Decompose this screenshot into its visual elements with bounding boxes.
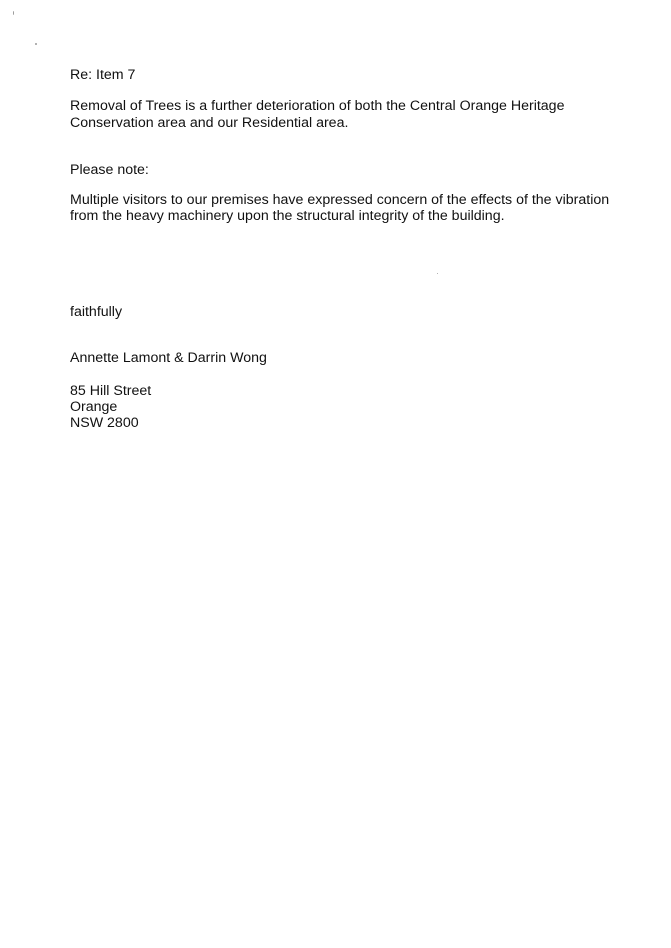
paragraph-1-line-1: Removal of Trees is a further deterioration of both the Central Orange Heritage xyxy=(70,98,565,114)
paragraph-2-line-2: from the heavy machinery upon the structural integrity of the building. xyxy=(70,208,505,224)
reference-line: Re: Item 7 xyxy=(70,67,136,83)
paragraph-1-line-2: Conservation area and our Residential area. xyxy=(70,115,349,131)
closing-line: faithfully xyxy=(70,304,123,320)
paragraph-2-line-1: Multiple visitors to our premises have expressed concern of the effects of the vibration xyxy=(70,192,610,208)
address-town: Orange xyxy=(70,399,118,415)
scan-speck xyxy=(13,11,14,15)
signatories-line: Annette Lamont & Darrin Wong xyxy=(70,350,267,366)
address-street: 85 Hill Street xyxy=(70,383,152,399)
scan-speck xyxy=(437,273,438,274)
note-heading: Please note: xyxy=(70,162,149,178)
address-state-postcode: NSW 2800 xyxy=(70,415,139,431)
scan-speck xyxy=(35,43,37,45)
